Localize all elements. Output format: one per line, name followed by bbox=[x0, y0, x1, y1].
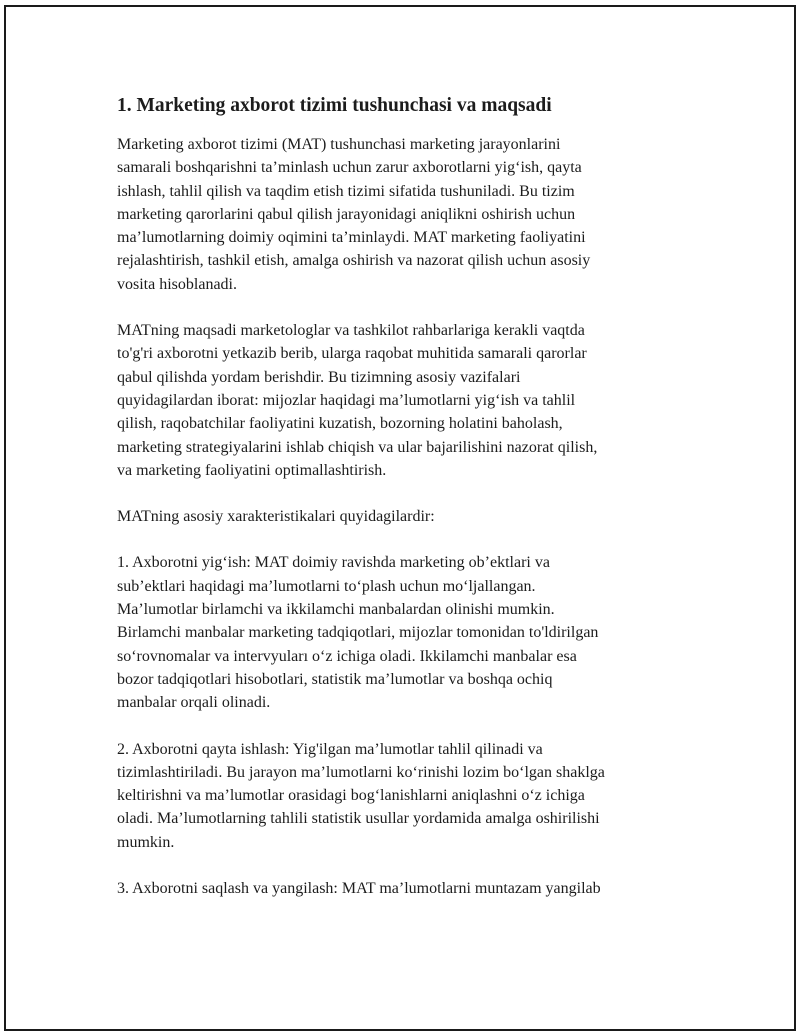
text-line: 1. Axborotni yig‘ish: MAT doimiy ravishda marketing ob’ektlari va bbox=[117, 554, 550, 572]
text-line: keltirishni va ma’lumotlar orasidagi bog‘lanishlarni aniqlashni o‘z ichiga bbox=[117, 787, 585, 805]
text-line: Marketing axborot tizimi (MAT) tushunchasi marketing jarayonlarini bbox=[117, 136, 561, 153]
text-line: so‘rovnomalar va intervyuları o‘z ichiga oladi. Ikkilamchi manbalar esa bbox=[117, 647, 577, 665]
text-line: tizimlashtiriladi. Bu jarayon ma’lumotlarni ko‘rinishi lozim bo‘lgan shaklga bbox=[117, 763, 605, 781]
text-line: to'g'ri axborotni yetkazib berib, ularga raqobat muhitida samarali qarorlar bbox=[117, 345, 587, 363]
text-line: bozor tadqiqotlari hisobotlari, statistik ma’lumotlar va boshqa ochiq bbox=[117, 670, 553, 688]
text-line: MATning maqsadi marketologlar va tashkilot rahbarlariga kerakli vaqtda bbox=[117, 322, 585, 340]
text-line: manbalar orqali olinadi. bbox=[117, 694, 271, 712]
paragraph-gap bbox=[117, 482, 682, 505]
text-line: mumkin. bbox=[117, 833, 175, 851]
text-line: oladi. Ma’lumotlarning tahlili statistik usullar yordamida amalga oshirilishi bbox=[117, 810, 600, 828]
text-line: MATning asosiy xarakteristikalari quyidagilardir: bbox=[117, 508, 435, 526]
paragraph-gap bbox=[117, 854, 682, 877]
text-line: samarali boshqarishni ta’minlash uchun zarur axborotlarni yig‘ish, qayta bbox=[117, 159, 582, 177]
text-line: marketing qarorlarini qabul qilish jarayonidagi aniqlikni oshirish uchun bbox=[117, 205, 576, 223]
text-line: qabul qilishda yordam berishdir. Bu tizimning asosiy vazifalari bbox=[117, 368, 521, 386]
text-line: sub’ektlari haqidagi ma’lumotlarni to‘plash uchun mo‘ljallangan. bbox=[117, 577, 536, 595]
text-line: ishlash, tahlil qilish va taqdim etish tizimi sifatida tushuniladi. Bu tizim bbox=[117, 182, 575, 200]
text-line: 3. Axborotni saqlash va yangilash: MAT ma’lumotlarni muntazam yangilab bbox=[117, 880, 601, 898]
document-body bbox=[117, 93, 682, 900]
text-line: 2. Axborotni qayta ishlash: Yig'ilgan ma’lumotlar tahlil qilinadi va bbox=[117, 740, 543, 758]
text-line: rejalashtirish, tashkil etish, amalga oshirish va nazorat qilish uchun asosiy bbox=[117, 252, 591, 270]
text-line: vosita hisoblanadi. bbox=[117, 275, 237, 293]
paragraph-gap bbox=[117, 528, 682, 551]
text-line: Birlamchi manbalar marketing tadqiqotlari, mijozlar tomonidan to'ldirilgan bbox=[117, 624, 599, 642]
paragraph-gap bbox=[117, 715, 682, 738]
text-line: quyidagilardan iborat: mijozlar haqidagi ma’lumotlarni yig‘ish va tahlil bbox=[117, 391, 576, 409]
text-line: qilish, raqobatchilar faoliyatini kuzatish, bozorning holatini baholash, bbox=[117, 415, 563, 433]
text-line: va marketing faoliyatini optimallashtirish. bbox=[117, 461, 387, 479]
text-line: marketing strategiyalarini ishlab chiqish va ular bajarilishini nazorat qilish, bbox=[117, 438, 598, 456]
text-block bbox=[117, 133, 682, 900]
text-line: ma’lumotlarning doimiy oqimini ta’minlaydi. MAT marketing faoliyatini bbox=[117, 229, 586, 247]
text-line: Ma’lumotlar birlamchi va ikkilamchi manbalardan olinishi mumkin. bbox=[117, 601, 555, 619]
paragraph-gap bbox=[117, 296, 682, 319]
section-heading: 1. Marketing axborot tizimi tushunchasi va maqsadi bbox=[117, 95, 552, 116]
